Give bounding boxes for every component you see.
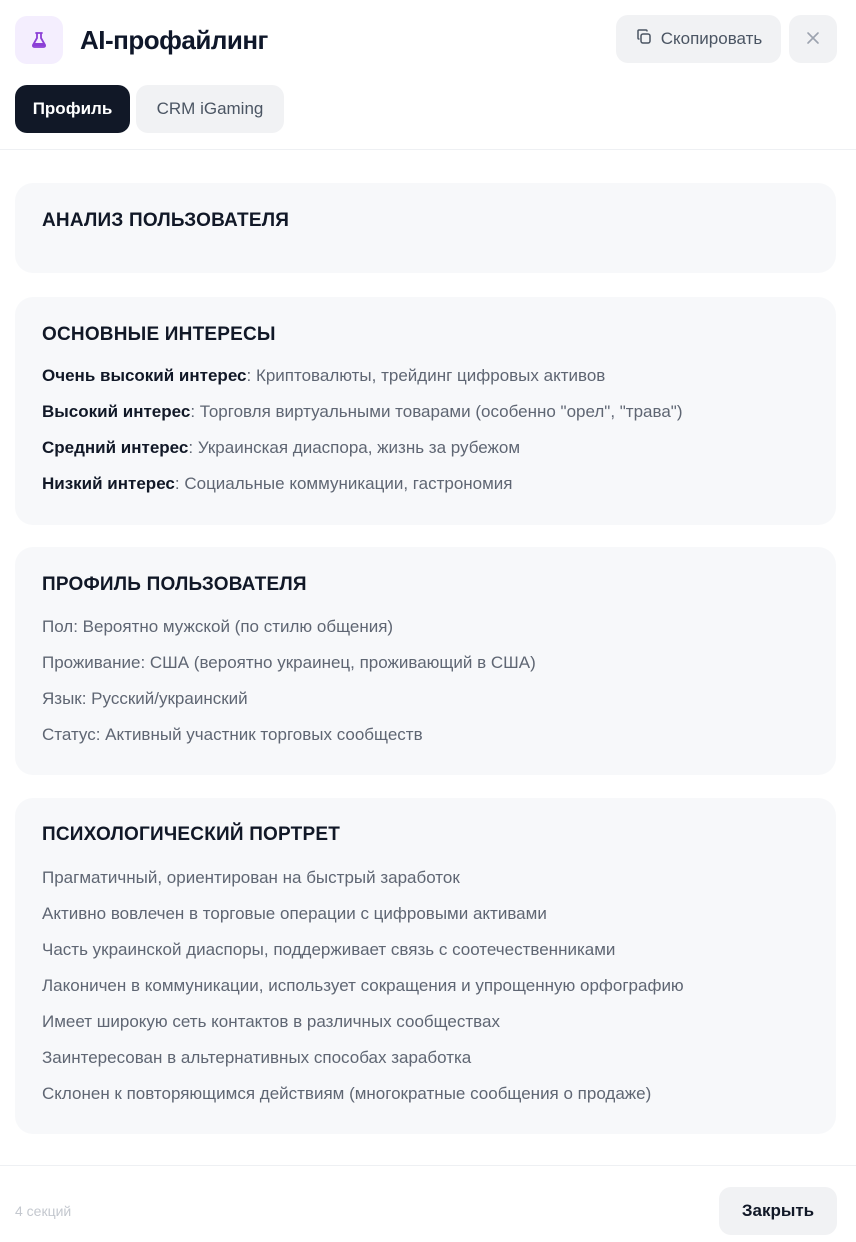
interest-line: Средний интерес: Украинская диаспора, жизнь за рубежом <box>42 438 521 457</box>
profile-line: Проживание: США (вероятно украинец, проживающий в США) <box>42 653 536 672</box>
portrait-line: Активно вовлечен в торговые операции с цифровыми активами <box>42 904 547 923</box>
portrait-line: Часть украинской диаспоры, поддерживает связь с соотечественниками <box>42 940 616 959</box>
section-profile <box>15 547 836 775</box>
modal-footer <box>0 1165 856 1242</box>
profile-line: Статус: Активный участник торговых сообществ <box>42 725 423 744</box>
profile-line: Пол: Вероятно мужской (по стилю общения) <box>42 617 394 636</box>
modal-header <box>0 0 856 150</box>
profile-line: Язык: Русский/украинский <box>42 689 248 708</box>
copy-button-label: Скопировать <box>660 29 763 48</box>
tab-profile[interactable]: Профиль <box>15 85 130 133</box>
interest-line: Низкий интерес: Социальные коммуникации, гастрономия <box>42 474 513 493</box>
footer-close-button[interactable]: Закрыть <box>719 1187 837 1235</box>
flask-icon <box>15 16 63 64</box>
section-portrait <box>15 798 836 1134</box>
tab-crm-igaming[interactable]: CRM iGaming <box>136 85 284 133</box>
close-button[interactable] <box>789 15 837 63</box>
copy-icon <box>635 28 653 51</box>
portrait-line: Имеет широкую сеть контактов в различных сообществах <box>42 1012 500 1031</box>
portrait-line: Заинтересован в альтернативных способах заработка <box>42 1048 472 1067</box>
portrait-line: Прагматичный, ориентирован на быстрый заработок <box>42 868 460 887</box>
section-title: ПСИХОЛОГИЧЕСКИЙ ПОРТРЕТ <box>42 824 341 845</box>
section-count: 4 секций <box>15 1203 72 1219</box>
copy-button[interactable] <box>616 15 781 63</box>
section-interests <box>15 297 836 525</box>
page-title: AI-профайлинг <box>80 25 268 55</box>
section-title: ПРОФИЛЬ ПОЛЬЗОВАТЕЛЯ <box>42 574 307 595</box>
close-icon <box>805 30 821 49</box>
portrait-line: Склонен к повторяющимся действиям (многократные сообщения о продаже) <box>42 1084 652 1103</box>
section-title: ОСНОВНЫЕ ИНТЕРЕСЫ <box>42 324 276 345</box>
section-analysis <box>15 183 836 273</box>
interest-line: Высокий интерес: Торговля виртуальными товарами (особенно "орел", "трава") <box>42 402 683 421</box>
section-title: АНАЛИЗ ПОЛЬЗОВАТЕЛЯ <box>42 210 290 231</box>
portrait-line: Лаконичен в коммуникации, использует сокращения и упрощенную орфографию <box>42 976 684 995</box>
interest-line: Очень высокий интерес: Криптовалюты, трейдинг цифровых активов <box>42 366 606 385</box>
